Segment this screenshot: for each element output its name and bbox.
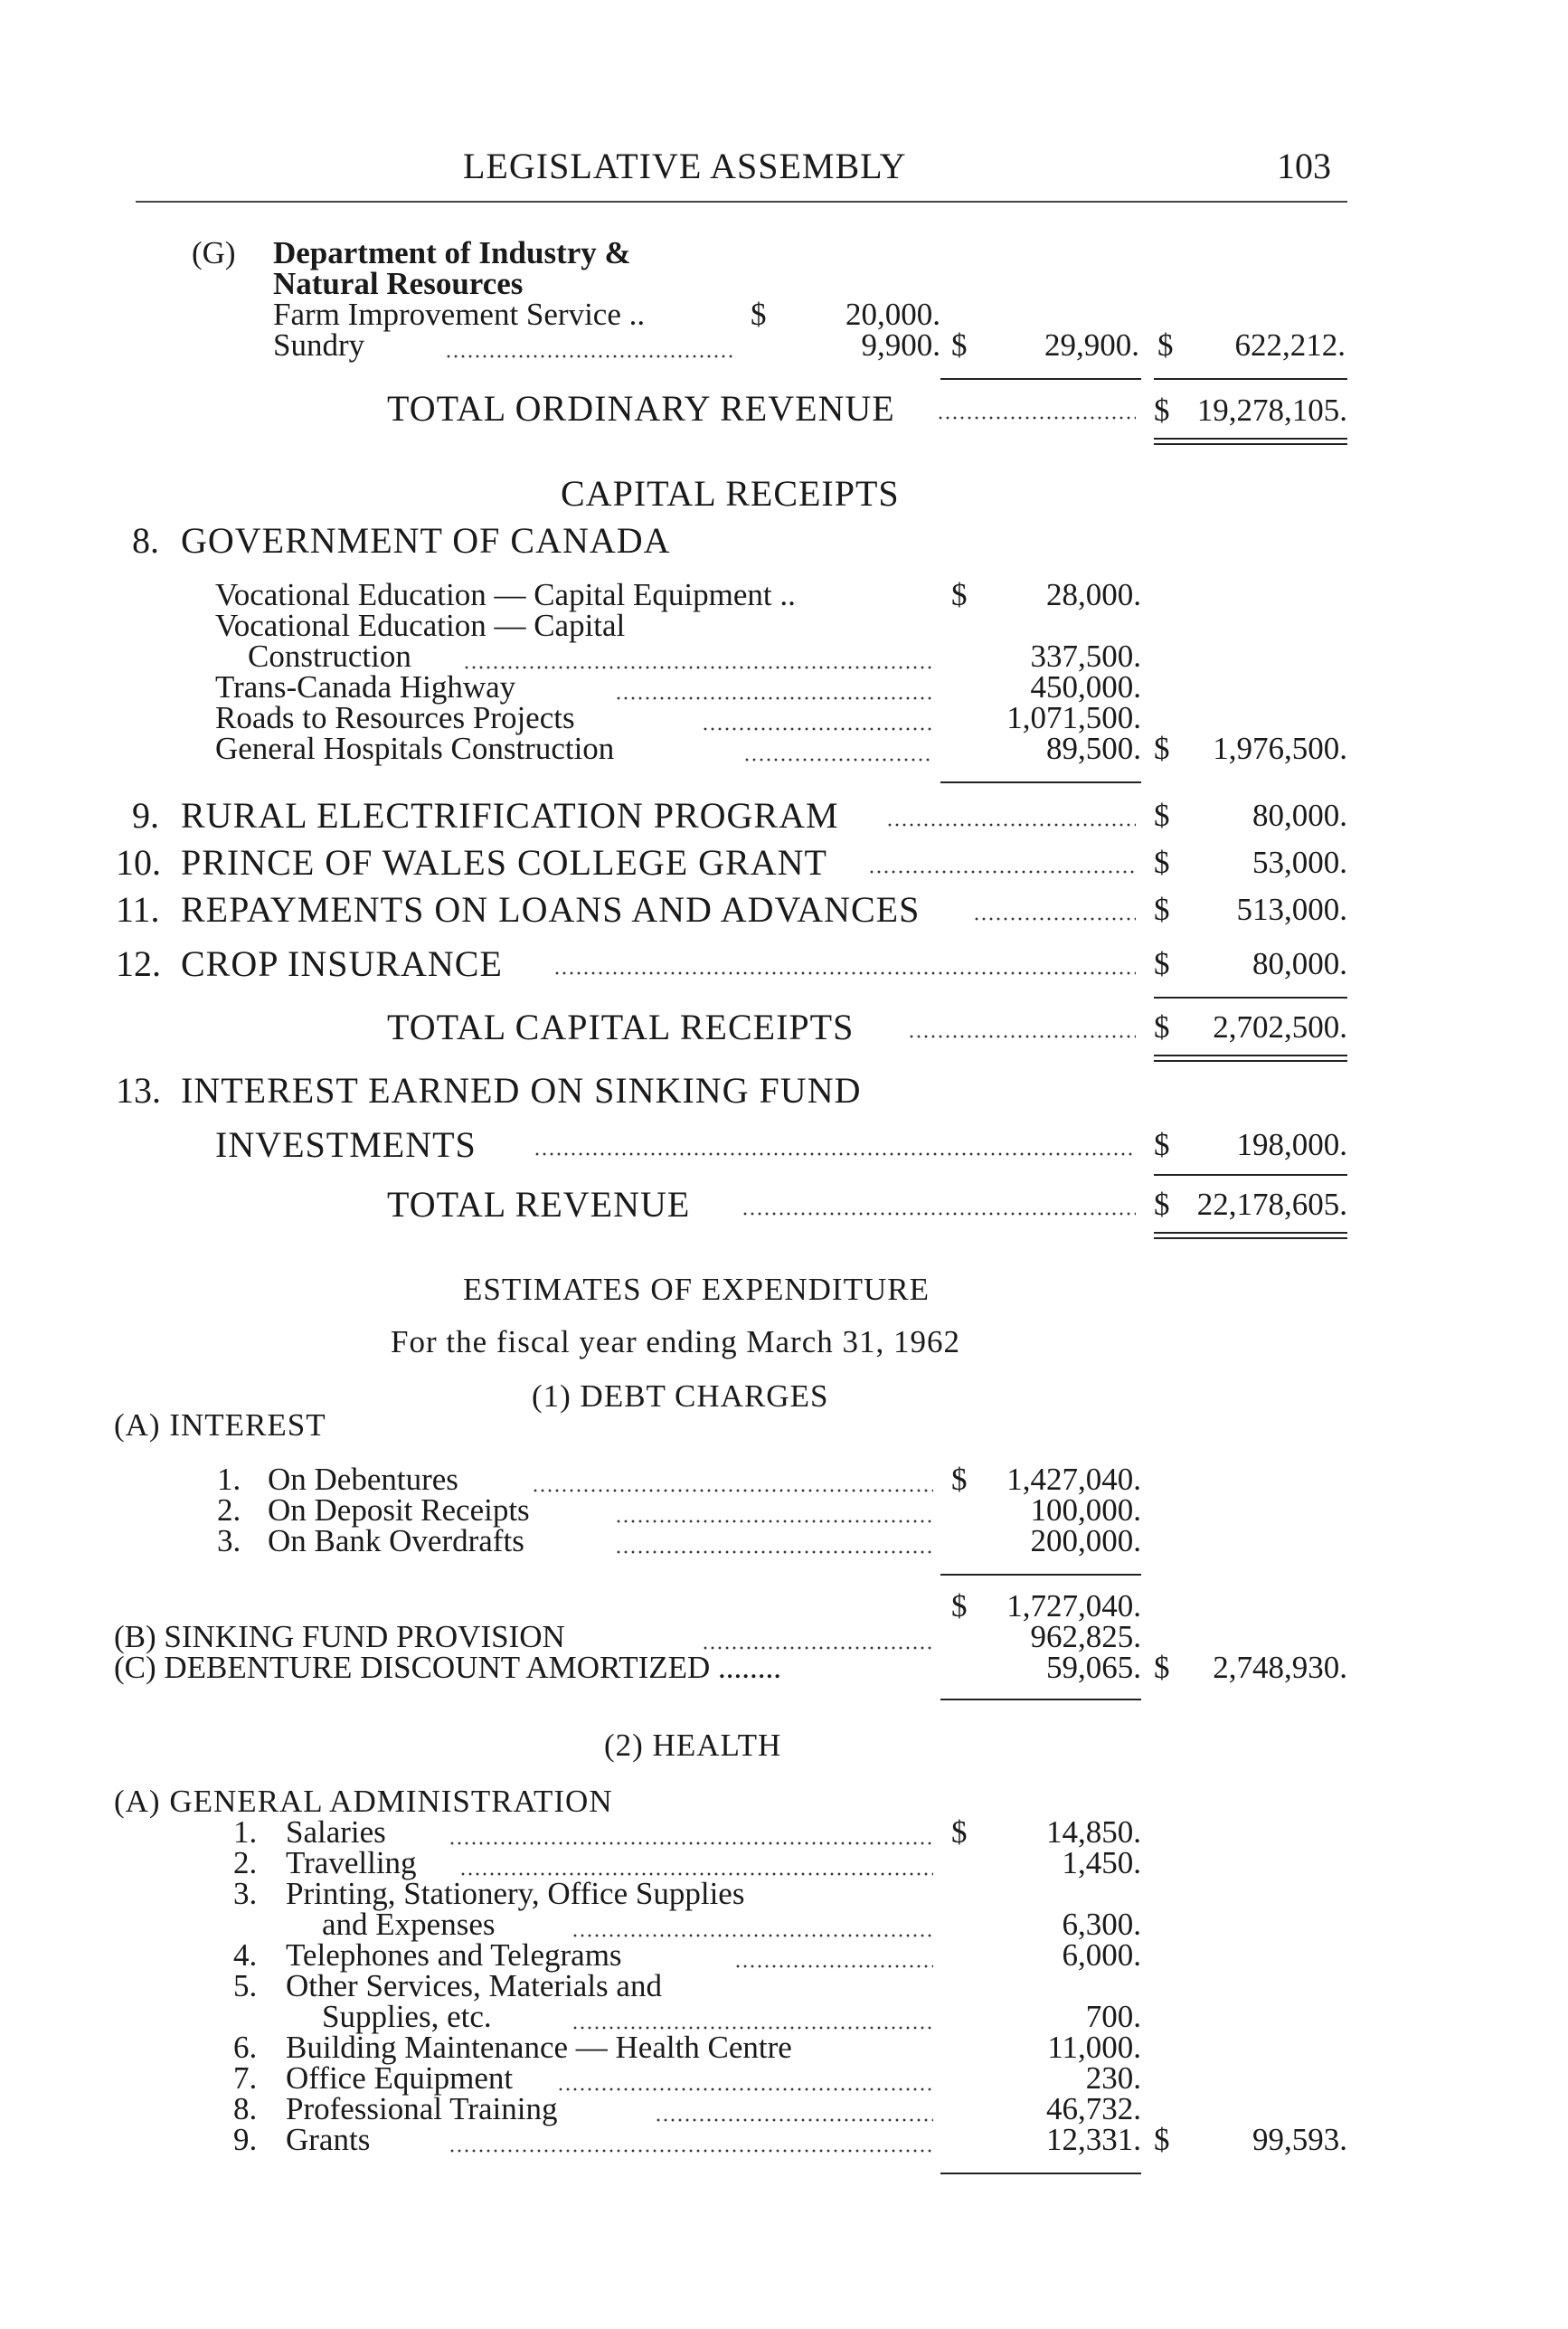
subtotal: 1,727,040. — [1006, 1588, 1141, 1624]
leader-dots — [557, 2088, 933, 2091]
total-capital-receipts-label: TOTAL CAPITAL RECEIPTS — [387, 1007, 855, 1047]
subtotal: 29,900. — [1044, 327, 1139, 363]
amount: 962,825. — [1030, 1619, 1141, 1654]
item-number: 9. — [132, 795, 159, 836]
leader-dots — [886, 823, 1136, 827]
row-label: Other Services, Materials and — [286, 1968, 662, 2003]
amount: 700. — [1085, 1999, 1141, 2034]
leader-dots — [615, 1520, 933, 1523]
rule — [940, 2173, 1141, 2174]
row-label: Telephones and Telegrams — [286, 1937, 622, 1973]
leader-dots — [449, 1841, 933, 1845]
estimates-heading: ESTIMATES OF EXPENDITURE — [463, 1272, 930, 1307]
amount: 12,331. — [1046, 2122, 1141, 2157]
item-number: 10. — [116, 842, 161, 883]
amount: 9,900. — [861, 327, 940, 363]
debenture-discount-label: (C) DEBENTURE DISCOUNT AMORTIZED ........ — [114, 1650, 782, 1685]
currency-sign: $ — [1154, 798, 1170, 833]
amount: 337,500. — [1030, 639, 1141, 674]
currency-sign: $ — [1154, 1127, 1170, 1162]
health-heading: (2) HEALTH — [604, 1728, 782, 1763]
item-number: 12. — [116, 943, 161, 984]
leader-dots — [868, 870, 1136, 874]
section-g-title-1: Department of Industry & — [273, 235, 631, 270]
item-label: RURAL ELECTRIFICATION PROGRAM — [181, 795, 839, 836]
government-of-canada-title: GOVERNMENT OF CANADA — [181, 520, 671, 561]
row-number: 7. — [233, 2060, 258, 2096]
leader-dots — [743, 758, 933, 762]
row-label: On Debentures — [268, 1462, 458, 1497]
interest-label: (A) INTEREST — [114, 1407, 326, 1443]
double-rule — [1154, 1232, 1347, 1234]
amount: 28,000. — [1046, 577, 1141, 612]
row-label: On Bank Overdrafts — [268, 1523, 524, 1558]
currency-sign: $ — [1157, 327, 1174, 363]
item-number: 13. — [116, 1070, 161, 1111]
row-number: 5. — [233, 1968, 258, 2003]
page-header-title: LEGISLATIVE ASSEMBLY — [463, 146, 907, 186]
total-capital-receipts-value: 2,702,500. — [1213, 1009, 1347, 1045]
row-label: Grants — [286, 2122, 371, 2157]
total-ordinary-revenue-label: TOTAL ORDINARY REVENUE — [387, 388, 895, 429]
amount: 20,000. — [845, 297, 940, 332]
leader-dots — [734, 1965, 933, 1968]
amount: 1,450. — [1062, 1845, 1141, 1880]
item-label: REPAYMENTS ON LOANS AND ADVANCES — [181, 889, 921, 930]
item-value: 53,000. — [1252, 845, 1347, 880]
row-number: 8. — [233, 2091, 258, 2126]
row-label: Salaries — [286, 1814, 386, 1850]
row-label: Roads to Resources Projects — [215, 700, 575, 735]
amount: 100,000. — [1030, 1492, 1141, 1528]
leader-dots — [702, 727, 933, 731]
currency-sign: $ — [1154, 1009, 1170, 1045]
row-number: 6. — [233, 2030, 258, 2065]
row-label: Construction — [248, 639, 411, 674]
leader-dots — [449, 2149, 933, 2153]
row-number: 1. — [233, 1814, 258, 1850]
total-ordinary-revenue-value: 19,278,105. — [1196, 393, 1347, 428]
row-label: Vocational Education — Capital Equipment .. — [215, 577, 796, 612]
section-g-title-2: Natural Resources — [273, 266, 524, 301]
rule — [940, 1699, 1141, 1700]
leader-dots — [534, 1152, 1136, 1156]
rule — [940, 1574, 1141, 1576]
double-rule — [1154, 1060, 1347, 1062]
leader-dots — [973, 917, 1136, 921]
amount: 200,000. — [1030, 1523, 1141, 1558]
currency-sign: $ — [1154, 1187, 1170, 1222]
row-label: On Deposit Receipts — [268, 1492, 530, 1528]
rule — [940, 378, 1141, 380]
item-number: 11. — [116, 889, 160, 930]
item-label: INVESTMENTS — [215, 1124, 477, 1165]
item-label: PRINCE OF WALES COLLEGE GRANT — [181, 842, 827, 883]
currency-sign: $ — [1154, 731, 1170, 766]
currency-sign: $ — [1154, 1650, 1170, 1685]
currency-sign: $ — [951, 1588, 968, 1624]
debt-charges-heading: (1) DEBT CHARGES — [532, 1378, 829, 1414]
item-value: 513,000. — [1236, 892, 1347, 927]
row-label: Office Equipment — [286, 2060, 514, 2096]
row-number: 2. — [217, 1492, 241, 1528]
currency-sign: $ — [1154, 892, 1170, 927]
rule — [1154, 378, 1347, 380]
row-label: General Hospitals Construction — [215, 731, 615, 766]
amount: 6,000. — [1062, 1937, 1141, 1973]
general-administration-label: (A) GENERAL ADMINISTRATION — [114, 1784, 613, 1819]
total: 622,212. — [1234, 327, 1346, 363]
item-value: 198,000. — [1236, 1127, 1347, 1162]
estimates-subheading: For the fiscal year ending March 31, 1962 — [391, 1324, 961, 1359]
row-label: Printing, Stationery, Office Supplies — [286, 1876, 745, 1911]
double-rule — [1154, 1237, 1347, 1239]
total: 99,593. — [1252, 2122, 1347, 2157]
item-value: 80,000. — [1252, 946, 1347, 981]
currency-sign: $ — [951, 577, 968, 612]
leader-dots — [655, 2118, 933, 2122]
leader-dots — [532, 1489, 933, 1492]
currency-sign: $ — [1154, 2122, 1170, 2157]
total: 2,748,930. — [1213, 1650, 1347, 1685]
leader-dots — [553, 971, 1136, 975]
item-value: 80,000. — [1252, 798, 1347, 833]
currency-sign: $ — [1154, 393, 1170, 428]
amount: 1,427,040. — [1006, 1462, 1141, 1497]
total: 1,976,500. — [1213, 731, 1347, 766]
section-g-label: (G) — [192, 235, 236, 270]
amount: 46,732. — [1046, 2091, 1141, 2126]
leader-dots — [571, 1934, 933, 1937]
leader-dots — [937, 416, 1136, 420]
amount: 11,000. — [1047, 2030, 1141, 2065]
leader-dots — [615, 696, 933, 700]
row-label: Vocational Education — Capital — [215, 608, 626, 643]
sinking-fund-label: (B) SINKING FUND PROVISION — [114, 1619, 565, 1654]
amount: 230. — [1085, 2060, 1141, 2096]
amount: 59,065. — [1046, 1650, 1141, 1685]
amount: 1,071,500. — [1006, 700, 1141, 735]
double-rule — [1154, 438, 1347, 440]
rule — [1154, 997, 1347, 999]
double-rule — [1154, 1055, 1347, 1056]
leader-dots — [463, 666, 933, 669]
row-label: Travelling — [286, 1845, 417, 1880]
row-number: 3. — [233, 1876, 258, 1911]
row-label: Sundry — [273, 327, 365, 363]
row-label: Farm Improvement Service .. — [273, 297, 646, 332]
row-label: Supplies, etc. — [322, 1999, 492, 2034]
currency-sign: $ — [951, 327, 968, 363]
leader-dots — [741, 1212, 1136, 1216]
item-label: INTEREST EARNED ON SINKING FUND — [181, 1070, 862, 1111]
currency-sign: $ — [1154, 845, 1170, 880]
item-number: 8. — [132, 520, 159, 561]
row-number: 4. — [233, 1937, 258, 1973]
page-number: 103 — [1277, 146, 1331, 186]
leader-dots — [615, 1550, 933, 1554]
row-number: 1. — [217, 1462, 241, 1497]
currency-sign: $ — [951, 1462, 968, 1497]
row-label: and Expenses — [322, 1907, 496, 1942]
row-number: 9. — [233, 2122, 258, 2157]
rule — [940, 781, 1141, 783]
row-label: Trans-Canada Highway — [215, 669, 516, 705]
amount: 450,000. — [1030, 669, 1141, 705]
double-rule — [1154, 443, 1347, 445]
leader-dots — [908, 1035, 1136, 1038]
amount: 6,300. — [1062, 1907, 1141, 1942]
amount: 14,850. — [1046, 1814, 1141, 1850]
total-revenue-value: 22,178,605. — [1196, 1187, 1347, 1222]
currency-sign: $ — [751, 297, 767, 332]
row-label: Professional Training — [286, 2091, 558, 2126]
currency-sign: $ — [1154, 946, 1170, 981]
row-label: Building Maintenance — Health Centre — [286, 2030, 792, 2065]
capital-receipts-heading: CAPITAL RECEIPTS — [561, 473, 900, 514]
currency-sign: $ — [951, 1814, 968, 1850]
amount: 89,500. — [1046, 731, 1141, 766]
rule — [1154, 1174, 1347, 1176]
row-number: 3. — [217, 1523, 241, 1558]
row-number: 2. — [233, 1845, 258, 1880]
total-revenue-label: TOTAL REVENUE — [387, 1184, 691, 1225]
item-label: CROP INSURANCE — [181, 943, 503, 984]
header-rule — [136, 201, 1347, 203]
leader-dots — [445, 355, 732, 358]
